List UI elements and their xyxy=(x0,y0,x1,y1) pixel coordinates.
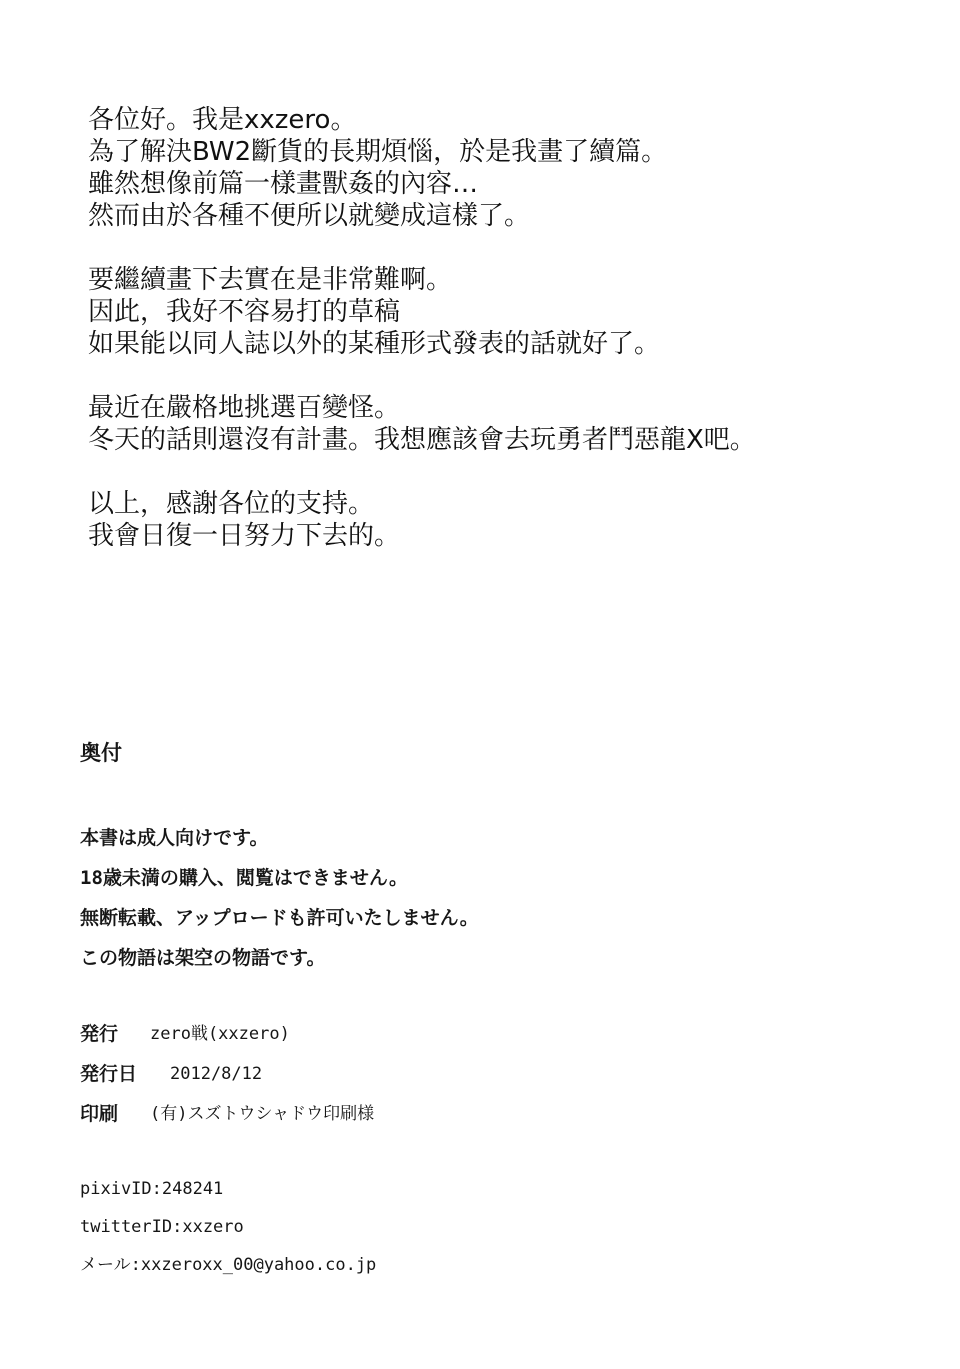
text-line: 為了解決BW2斷貨的長期煩惱，於是我畫了續篇。 xyxy=(88,137,668,167)
afterword-paragraph-3 xyxy=(88,392,888,456)
colophon xyxy=(80,738,780,1284)
notices xyxy=(80,818,780,978)
text-line: 冬天的話則還沒有計畫。我想應該會去玩勇者鬥惡龍X吧。 xyxy=(88,425,756,455)
text-line: 因此，我好不容易打的草稿 xyxy=(88,297,401,327)
email-address: メール:xxzeroxx_00@yahoo.co.jp xyxy=(80,1255,377,1275)
afterword-paragraph-4 xyxy=(88,488,888,552)
printer-value: (有)スズトウシャドウ印刷様 xyxy=(150,1104,375,1124)
publisher-value: zero戦(xxzero) xyxy=(150,1024,290,1044)
printer-row xyxy=(80,1094,780,1134)
twitter-id: twitterID:xxzero xyxy=(80,1217,244,1237)
text-line: 雖然想像前篇一樣畫獸姦的內容… xyxy=(88,169,479,199)
text-line: 如果能以同人誌以外的某種形式發表的話就好了。 xyxy=(88,329,661,359)
contact-info xyxy=(80,1170,780,1284)
date-value: 2012/8/12 xyxy=(170,1064,263,1084)
afterword-paragraph-2 xyxy=(88,264,888,360)
text-line: 各位好。我是xxzero。 xyxy=(88,105,357,135)
printer-label: 印刷 xyxy=(80,1103,119,1125)
text-line: 要繼續畫下去實在是非常難啊。 xyxy=(88,265,453,295)
notice-line: この物語は架空の物語です。 xyxy=(80,947,326,969)
date-row xyxy=(80,1054,780,1094)
pixiv-id: pixivID:248241 xyxy=(80,1179,224,1199)
colophon-title: 奥付 xyxy=(80,741,122,765)
notice-line: 無断転載、アップロードも許可いたしません。 xyxy=(80,907,479,929)
translated-afterword xyxy=(88,104,888,584)
text-line: 我會日復一日努力下去的。 xyxy=(88,521,401,551)
text-line: 最近在嚴格地挑選百變怪。 xyxy=(88,393,401,423)
date-label: 発行日 xyxy=(80,1063,138,1085)
text-line: 以上，感謝各位的支持。 xyxy=(88,489,375,519)
publisher-label: 発行 xyxy=(80,1023,119,1045)
afterword-paragraph-1 xyxy=(88,104,888,232)
text-line: 然而由於各種不便所以就變成這樣了。 xyxy=(88,201,531,231)
publisher-row xyxy=(80,1014,780,1054)
notice-line: 18歳未満の購入、閲覧はできません。 xyxy=(80,867,409,889)
notice-line: 本書は成人向けです。 xyxy=(80,827,269,849)
publication-info xyxy=(80,1014,780,1134)
